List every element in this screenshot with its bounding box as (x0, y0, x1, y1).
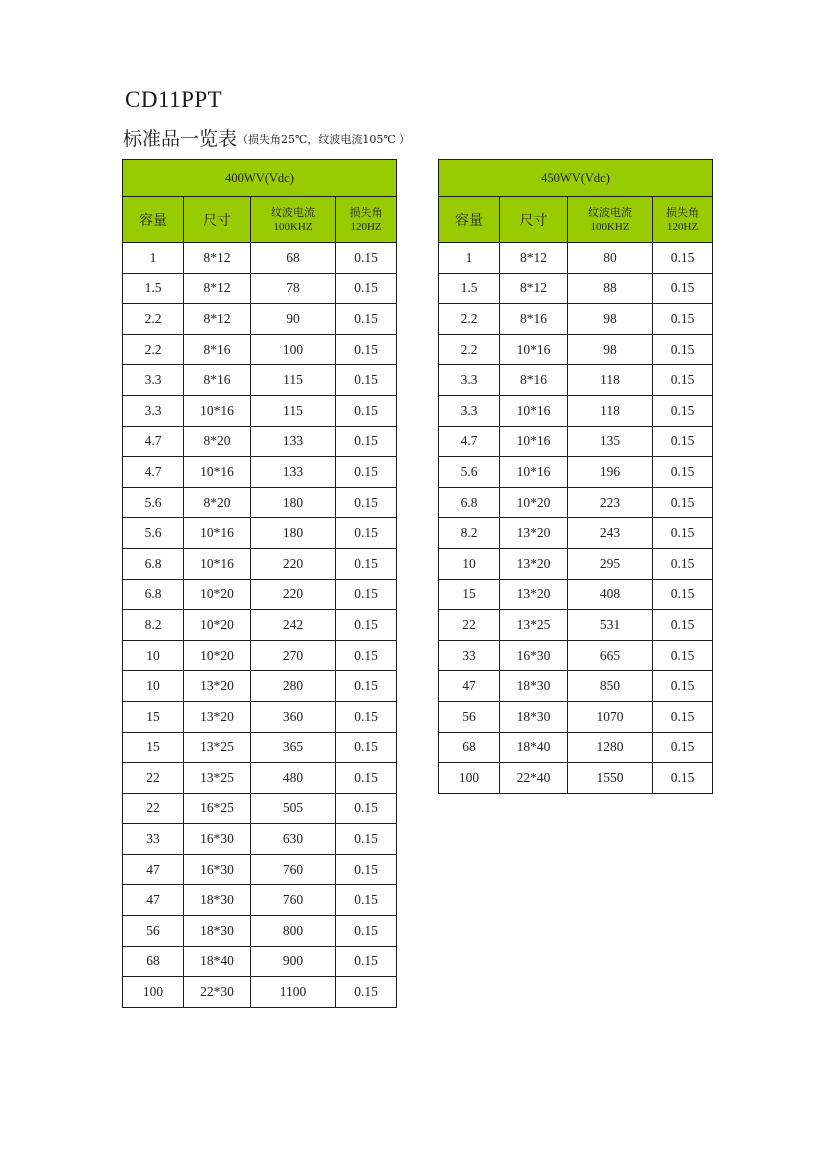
table-row (123, 671, 397, 702)
table-row (123, 916, 397, 947)
cell-ripple-current: 295 (568, 548, 653, 579)
cell-ripple-current: 1550 (568, 763, 653, 794)
loss-frequency: 120HZ (666, 220, 699, 233)
cell-ripple-current: 1100 (251, 977, 336, 1008)
cell-capacitance: 2.2 (123, 304, 184, 335)
cell-loss-angle: 0.15 (653, 426, 713, 457)
cell-size: 18*40 (500, 732, 568, 763)
cell-size: 10*20 (184, 640, 251, 671)
cell-size: 13*20 (184, 671, 251, 702)
cell-loss-angle: 0.15 (336, 395, 397, 426)
cell-loss-angle: 0.15 (336, 793, 397, 824)
cell-loss-angle: 0.15 (336, 610, 397, 641)
cell-size: 8*16 (500, 304, 568, 335)
cell-size: 8*12 (500, 243, 568, 274)
cell-capacitance: 1 (439, 243, 500, 274)
cell-size: 8*16 (500, 365, 568, 396)
cell-loss-angle: 0.15 (653, 487, 713, 518)
cell-size: 13*20 (184, 701, 251, 732)
column-header-loss-angle (653, 197, 713, 243)
cell-loss-angle: 0.15 (336, 334, 397, 365)
cell-ripple-current: 270 (251, 640, 336, 671)
cell-size: 10*20 (500, 487, 568, 518)
cell-capacitance: 56 (123, 916, 184, 947)
cell-ripple-current: 760 (251, 854, 336, 885)
column-header-size: 尺寸 (184, 197, 251, 243)
table-row (439, 273, 713, 304)
cell-loss-angle: 0.15 (653, 610, 713, 641)
cell-capacitance: 3.3 (123, 395, 184, 426)
table-row (123, 457, 397, 488)
cell-size: 8*12 (184, 273, 251, 304)
cell-ripple-current: 118 (568, 395, 653, 426)
cell-capacitance: 22 (123, 763, 184, 794)
table-row (439, 457, 713, 488)
cell-capacitance: 68 (439, 732, 500, 763)
ripple-label: 纹波电流 (271, 206, 315, 219)
cell-size: 8*16 (184, 334, 251, 365)
column-header-loss-angle (336, 197, 397, 243)
cell-loss-angle: 0.15 (653, 243, 713, 274)
cell-ripple-current: 180 (251, 518, 336, 549)
spec-table-400v (122, 159, 397, 1008)
cell-loss-angle: 0.15 (653, 304, 713, 335)
voltage-header: 400WV(Vdc) (123, 160, 397, 197)
table-row (439, 243, 713, 274)
cell-capacitance: 33 (439, 640, 500, 671)
cell-size: 8*20 (184, 487, 251, 518)
cell-size: 8*12 (500, 273, 568, 304)
table-row (123, 793, 397, 824)
cell-size: 13*25 (184, 763, 251, 794)
cell-loss-angle: 0.15 (336, 977, 397, 1008)
cell-capacitance: 1.5 (439, 273, 500, 304)
cell-size: 22*40 (500, 763, 568, 794)
cell-loss-angle: 0.15 (653, 365, 713, 396)
cell-loss-angle: 0.15 (653, 518, 713, 549)
cell-capacitance: 8.2 (439, 518, 500, 549)
cell-size: 18*30 (184, 916, 251, 947)
cell-loss-angle: 0.15 (653, 671, 713, 702)
cell-loss-angle: 0.15 (336, 304, 397, 335)
cell-loss-angle: 0.15 (336, 763, 397, 794)
cell-loss-angle: 0.15 (336, 365, 397, 396)
cell-capacitance: 3.3 (123, 365, 184, 396)
cell-loss-angle: 0.15 (653, 548, 713, 579)
cell-size: 10*16 (500, 395, 568, 426)
cell-ripple-current: 480 (251, 763, 336, 794)
cell-ripple-current: 88 (568, 273, 653, 304)
cell-capacitance: 47 (123, 885, 184, 916)
cell-loss-angle: 0.15 (336, 854, 397, 885)
table-row (439, 763, 713, 794)
cell-ripple-current: 280 (251, 671, 336, 702)
cell-capacitance: 47 (439, 671, 500, 702)
cell-ripple-current: 100 (251, 334, 336, 365)
cell-size: 10*16 (500, 457, 568, 488)
cell-ripple-current: 531 (568, 610, 653, 641)
table-row (123, 946, 397, 977)
loss-label: 损失角 (666, 206, 700, 219)
cell-ripple-current: 850 (568, 671, 653, 702)
cell-capacitance: 47 (123, 854, 184, 885)
cell-capacitance: 4.7 (123, 426, 184, 457)
table-row (123, 243, 397, 274)
cell-loss-angle: 0.15 (336, 457, 397, 488)
cell-ripple-current: 1280 (568, 732, 653, 763)
table-row (123, 977, 397, 1008)
cell-capacitance: 10 (439, 548, 500, 579)
cell-size: 13*20 (500, 579, 568, 610)
cell-capacitance: 10 (123, 640, 184, 671)
table-row (123, 334, 397, 365)
cell-ripple-current: 98 (568, 304, 653, 335)
table-row (439, 334, 713, 365)
cell-size: 16*25 (184, 793, 251, 824)
table-row (123, 365, 397, 396)
cell-size: 10*20 (184, 610, 251, 641)
cell-capacitance: 33 (123, 824, 184, 855)
cell-ripple-current: 220 (251, 548, 336, 579)
cell-capacitance: 2.2 (439, 304, 500, 335)
cell-size: 10*20 (184, 579, 251, 610)
cell-ripple-current: 800 (251, 916, 336, 947)
document-title: CD11PPT (125, 87, 223, 112)
column-header-ripple-current (568, 197, 653, 243)
cell-capacitance: 15 (439, 579, 500, 610)
column-header-size: 尺寸 (500, 197, 568, 243)
cell-ripple-current: 115 (251, 395, 336, 426)
cell-loss-angle: 0.15 (336, 548, 397, 579)
cell-capacitance: 6.8 (439, 487, 500, 518)
table-row (123, 487, 397, 518)
cell-ripple-current: 900 (251, 946, 336, 977)
table-row (439, 701, 713, 732)
cell-loss-angle: 0.15 (336, 243, 397, 274)
cell-ripple-current: 365 (251, 732, 336, 763)
cell-loss-angle: 0.15 (653, 701, 713, 732)
cell-loss-angle: 0.15 (653, 273, 713, 304)
cell-size: 16*30 (184, 854, 251, 885)
cell-capacitance: 4.7 (123, 457, 184, 488)
table-row (439, 518, 713, 549)
cell-loss-angle: 0.15 (336, 273, 397, 304)
cell-capacitance: 10 (123, 671, 184, 702)
cell-size: 16*30 (184, 824, 251, 855)
cell-loss-angle: 0.15 (336, 487, 397, 518)
column-header-ripple-current (251, 197, 336, 243)
cell-ripple-current: 115 (251, 365, 336, 396)
cell-ripple-current: 133 (251, 457, 336, 488)
cell-size: 13*25 (184, 732, 251, 763)
table-row (123, 732, 397, 763)
cell-capacitance: 15 (123, 732, 184, 763)
cell-size: 13*20 (500, 548, 568, 579)
cell-size: 8*12 (184, 243, 251, 274)
table-row (123, 518, 397, 549)
cell-size: 10*16 (184, 395, 251, 426)
cell-size: 13*20 (500, 518, 568, 549)
cell-ripple-current: 196 (568, 457, 653, 488)
table-row (439, 487, 713, 518)
table-row (123, 640, 397, 671)
cell-ripple-current: 223 (568, 487, 653, 518)
subtitle-note: （损失角25℃，纹波电流105℃ ） (237, 133, 411, 146)
cell-size: 18*30 (500, 701, 568, 732)
ripple-frequency: 100KHZ (590, 220, 630, 233)
cell-size: 8*16 (184, 365, 251, 396)
table-row (123, 579, 397, 610)
document-subtitle (123, 126, 410, 153)
table-row (123, 395, 397, 426)
cell-ripple-current: 78 (251, 273, 336, 304)
cell-capacitance: 5.6 (123, 518, 184, 549)
cell-ripple-current: 220 (251, 579, 336, 610)
cell-capacitance: 6.8 (123, 548, 184, 579)
loss-frequency: 120HZ (350, 220, 382, 233)
cell-ripple-current: 68 (251, 243, 336, 274)
table-row (123, 885, 397, 916)
voltage-header: 450WV(Vdc) (439, 160, 713, 197)
cell-capacitance: 15 (123, 701, 184, 732)
cell-loss-angle: 0.15 (336, 946, 397, 977)
cell-capacitance: 8.2 (123, 610, 184, 641)
cell-ripple-current: 135 (568, 426, 653, 457)
cell-capacitance: 100 (123, 977, 184, 1008)
cell-loss-angle: 0.15 (336, 885, 397, 916)
cell-capacitance: 3.3 (439, 395, 500, 426)
cell-size: 10*16 (184, 457, 251, 488)
table-row (439, 426, 713, 457)
table-row (439, 671, 713, 702)
cell-ripple-current: 665 (568, 640, 653, 671)
cell-loss-angle: 0.15 (336, 579, 397, 610)
cell-capacitance: 22 (439, 610, 500, 641)
table-row (123, 701, 397, 732)
cell-capacitance: 5.6 (439, 457, 500, 488)
loss-label: 损失角 (349, 206, 383, 219)
cell-size: 10*16 (184, 548, 251, 579)
table-row (123, 304, 397, 335)
table-row (439, 610, 713, 641)
table-row (439, 395, 713, 426)
cell-loss-angle: 0.15 (653, 457, 713, 488)
ripple-label: 纹波电流 (588, 206, 632, 219)
cell-loss-angle: 0.15 (653, 579, 713, 610)
cell-loss-angle: 0.15 (653, 763, 713, 794)
cell-loss-angle: 0.15 (336, 671, 397, 702)
cell-capacitance: 4.7 (439, 426, 500, 457)
cell-size: 18*30 (500, 671, 568, 702)
table-row (439, 548, 713, 579)
cell-capacitance: 56 (439, 701, 500, 732)
table-row (123, 610, 397, 641)
cell-loss-angle: 0.15 (336, 732, 397, 763)
cell-size: 18*30 (184, 885, 251, 916)
cell-loss-angle: 0.15 (336, 426, 397, 457)
cell-ripple-current: 133 (251, 426, 336, 457)
cell-size: 10*16 (500, 426, 568, 457)
cell-ripple-current: 1070 (568, 701, 653, 732)
cell-capacitance: 100 (439, 763, 500, 794)
spec-table-450v (438, 159, 713, 794)
cell-capacitance: 5.6 (123, 487, 184, 518)
subtitle-text: 标准品一览表 (123, 128, 238, 150)
table-row (439, 732, 713, 763)
table-row (123, 273, 397, 304)
table-row (439, 365, 713, 396)
cell-loss-angle: 0.15 (653, 334, 713, 365)
cell-ripple-current: 242 (251, 610, 336, 641)
cell-capacitance: 1 (123, 243, 184, 274)
cell-size: 22*30 (184, 977, 251, 1008)
cell-size: 8*12 (184, 304, 251, 335)
cell-size: 16*30 (500, 640, 568, 671)
cell-capacitance: 68 (123, 946, 184, 977)
cell-capacitance: 22 (123, 793, 184, 824)
cell-capacitance: 1.5 (123, 273, 184, 304)
cell-ripple-current: 180 (251, 487, 336, 518)
cell-size: 10*16 (500, 334, 568, 365)
table-row (439, 304, 713, 335)
cell-ripple-current: 505 (251, 793, 336, 824)
table-row (123, 824, 397, 855)
column-header-capacitance: 容量 (439, 197, 500, 243)
cell-loss-angle: 0.15 (653, 732, 713, 763)
ripple-frequency: 100KHZ (273, 220, 313, 233)
column-header-capacitance: 容量 (123, 197, 184, 243)
cell-capacitance: 2.2 (123, 334, 184, 365)
cell-ripple-current: 408 (568, 579, 653, 610)
cell-loss-angle: 0.15 (336, 824, 397, 855)
cell-size: 10*16 (184, 518, 251, 549)
cell-ripple-current: 630 (251, 824, 336, 855)
table-row (439, 640, 713, 671)
cell-size: 13*25 (500, 610, 568, 641)
cell-loss-angle: 0.15 (336, 518, 397, 549)
cell-ripple-current: 98 (568, 334, 653, 365)
table-row (123, 854, 397, 885)
cell-size: 18*40 (184, 946, 251, 977)
cell-ripple-current: 243 (568, 518, 653, 549)
cell-ripple-current: 90 (251, 304, 336, 335)
cell-loss-angle: 0.15 (653, 640, 713, 671)
table-row (123, 763, 397, 794)
cell-size: 8*20 (184, 426, 251, 457)
cell-ripple-current: 760 (251, 885, 336, 916)
cell-ripple-current: 118 (568, 365, 653, 396)
cell-capacitance: 3.3 (439, 365, 500, 396)
cell-ripple-current: 80 (568, 243, 653, 274)
cell-loss-angle: 0.15 (336, 916, 397, 947)
cell-loss-angle: 0.15 (336, 640, 397, 671)
cell-capacitance: 2.2 (439, 334, 500, 365)
cell-loss-angle: 0.15 (653, 395, 713, 426)
cell-ripple-current: 360 (251, 701, 336, 732)
cell-capacitance: 6.8 (123, 579, 184, 610)
cell-loss-angle: 0.15 (336, 701, 397, 732)
table-row (439, 579, 713, 610)
table-row (123, 426, 397, 457)
table-row (123, 548, 397, 579)
